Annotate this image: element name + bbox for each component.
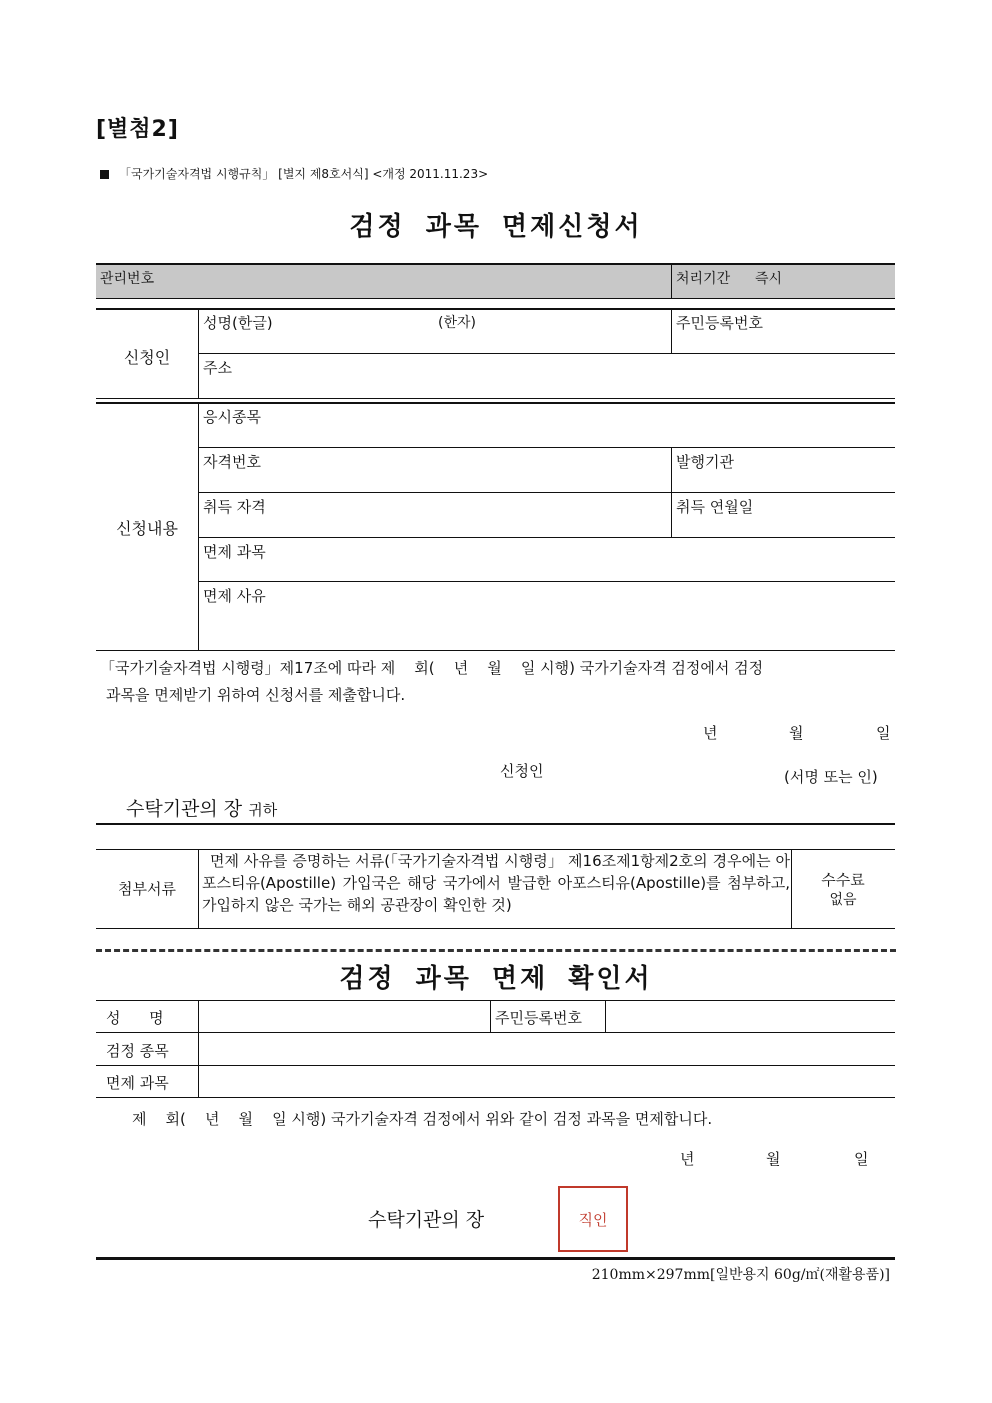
- confirm-exam-item-label: 검정 종목: [106, 1042, 169, 1060]
- confirm-exempt-subject-label: 면제 과목: [106, 1074, 169, 1092]
- qualification-no-label: 자격번호: [203, 453, 261, 471]
- content-section-label: 신청내용: [116, 519, 178, 538]
- official-seal: [558, 1186, 628, 1252]
- exempt-reason-label: 면제 사유: [203, 587, 266, 605]
- date-month: 월: [789, 724, 804, 742]
- square-bullet-icon: [100, 170, 109, 179]
- processing-period-value: 즉시: [755, 271, 783, 287]
- confirm-issuer: 수탁기관의 장: [368, 1209, 485, 1231]
- cut-line: [96, 949, 896, 952]
- confirm-name-label: 성 명: [106, 1009, 164, 1027]
- fee-label: 수수료: [821, 871, 865, 889]
- acquired-qualification-label: 취득 자격: [203, 498, 266, 516]
- applicant-section-label: 신청인: [123, 348, 171, 367]
- acquired-date-label: 취득 연월일: [676, 498, 754, 516]
- declaration-line-1: 「국가기술자격법 시행령」제17조에 따라 제 회( 년 월 일 시행) 국가기술자격 검정에서 검정: [100, 659, 764, 677]
- confirm-statement: 제 회( 년 월 일 시행) 국가기술자격 검정에서 위와 같이 검정 과목을 면제합니다.: [132, 1110, 713, 1128]
- attachment-label: [별첨2]: [96, 117, 179, 142]
- sign-or-seal-label: (서명 또는 인): [784, 768, 878, 786]
- issuer-label: 발행기관: [676, 453, 734, 471]
- resident-no-label: 주민등록번호: [676, 314, 763, 332]
- exempt-subject-label: 면제 과목: [203, 543, 266, 561]
- date-year: 년: [703, 724, 718, 742]
- confirm-resident-no-label: 주민등록번호: [495, 1009, 582, 1027]
- paper-spec: 210mm×297mm[일반용지 60g/㎡(재활용품)]: [591, 1267, 890, 1283]
- fee-value: 없음: [829, 892, 857, 908]
- exam-item-label: 응시종목: [203, 408, 261, 426]
- confirmation-title: 검정 과목 면제 확인서: [339, 964, 653, 994]
- recipient-suffix: 귀하: [248, 801, 278, 819]
- address-label: 주소: [203, 359, 232, 377]
- name-korean-label: 성명(한글): [203, 314, 273, 332]
- application-title: 검정 과목 면제신청서: [349, 212, 643, 242]
- applicant-sign-label: 신청인: [500, 762, 544, 780]
- form-reference: [100, 165, 488, 182]
- official-seal-label: 직인: [578, 1210, 608, 1229]
- processing-period-label: 처리기간: [676, 271, 731, 287]
- name-hanja-label: (한자): [438, 315, 476, 331]
- date-day: 일: [876, 724, 891, 742]
- attachments-text: 면제 사유를 증명하는 서류(「국가기술자격법 시행령」 제16조제1항제2호의 경우에는 아포스티유(Apostille) 가입국은 해당 국가에서 발급한 아포스티유(Apostille)를 첨부하고, 가입하지 않은 국가는 해외 공관장이 확인한 것): [202, 852, 790, 914]
- recipient-title: [126, 794, 277, 821]
- form-reference-text: 「국가기술자격법 시행규칙」 [별지 제8호서식] <개정 2011.11.23>: [119, 167, 489, 181]
- management-no-label: 관리번호: [100, 271, 155, 287]
- declaration-line-2: 과목을 면제받기 위하여 신청서를 제출합니다.: [106, 686, 406, 704]
- confirm-year: 년: [680, 1150, 695, 1168]
- confirm-month: 월: [766, 1150, 781, 1168]
- confirm-day: 일: [854, 1150, 869, 1168]
- attachments-label: 첨부서류: [118, 880, 176, 898]
- recipient-name: 수탁기관의 장: [126, 798, 243, 820]
